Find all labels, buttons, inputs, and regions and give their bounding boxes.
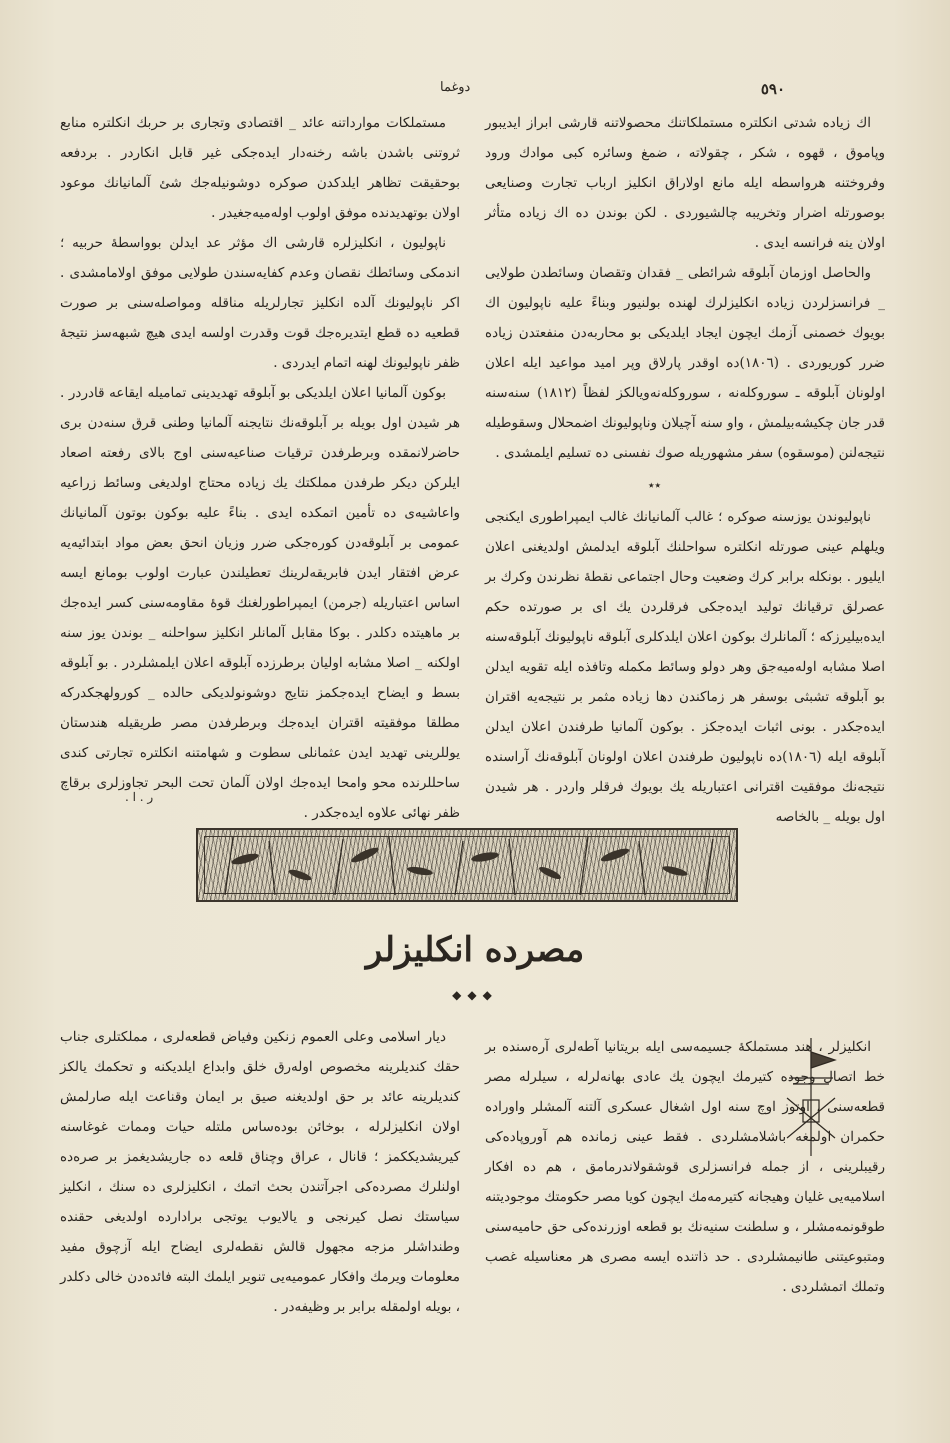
section-title: مصرده انكليزلر [365,930,585,970]
paragraph: ناپوليون ، انكليزلره قارشى اك مؤثر عد ايدلن بوواسطۀ حربيه ؛ اندمكى وسائطك نقصان وعدم كفايه‌سندن طولايى موفق اولامامشدى . اكر ناپوليونك آلده انكليز تجارلريله مناقله ومواصله‌سنى بر صورت قطعيه ده قطع ايتديره‌جك قوت وقدرت اولسه ايدى هيچ شبهه‌سز نتيجۀ ظفر ناپوليونك لهنه اتمام ايدردى . [60,235,460,371]
banner-frame [204,836,730,894]
paragraph: ناپوليوندن يوزسنه صوكره ؛ غالب آلمانيانك غالب ايمپراطورى ايكنجى ويلهلم عينى صورتله انكلتره سواحلنك آبلوقه ايدلمش اولديغنى اعلان ايليور . بونكله برابر كرك وضعيت وحال اجتماعى نقطۀ نظرندن وكرك بر عصرلق ترقيانك توليد ايده‌جكى فرقلردن يك اى بر صورتده حكم ايده‌بيليرزكه ؛ آلمانلرك بوكون اعلان ايلدكلرى آبلوقه ناپوليونك آبلوقه‌سنه اصلا مشابه اوله‌ميه‌جق وهر دولو وسائط مكمله وتافذه ايله تقويه ايدلن بو آبلوقه تشبثى بوسفر هر زماكندن دها زياده مثمر بر نتيجه‌يه اقتران ايده‌جكدر . بونى اثبات ايده‌جكز . بوكون آلمانيا طرفندن اعلان ايدلن آبلوقه ايله (١٨٠٦)ده ناپوليون طرفندن اعلان اولونان آبلوقه‌نك آراسنده نتيجه‌نك موفقيت اقترانى اعتباريله يك بويوك فرقلر واردر . هر شيدن اول بويله _ بالخاصه [485,509,885,825]
running-title: دوغما [440,80,471,95]
paragraph: ديار اسلامى وعلى العموم زنكين وفياض قطعه‌لرى ، مملكتلرى جناب حقك كنديلرينه مخصوص اوله‌رق خلق وابداع ايلديكنه و تحكمك يالكز كنديلرينه عائد بر حق اولديغنه صيق بر ايمان وقناعت ايله صارلمش اولان انكليزلرله ، بوخائن بوده‌ساس ملتله حيات وممات غوغاسنه كيريشديككمز ؛ قانال ، عراق وچناق قلعه ده جاريشديغمز بر صره‌ده اولنلرك مصرده‌كى اجرآتندن بحث اتمك ، انكليزلرى ده سنك ، انكليز سياستك نصل كيرنجى و يالايوب يوتجى برادارده اولديغى حقنده وطنداشلر مزجه مجهول قالش نقطه‌لرى ايضاح ايله آزچوق مفيد معلومات ويرمك وافكار عموميه‌يى تنوير ايلمك البته فائده‌دن خالى دكلدر ، بويله اولمقله برابر بر وظيفه‌در . [60,1029,460,1315]
section-separator-stars: ٭٭ [648,478,662,492]
fish-reeds-illustration [205,837,731,895]
paragraph: مستملكات موارداتنه عائد _ اقتصادى وتجارى بر حربك انكلتره منابع ثروتنى باشدن باشه رخنه‌دار ايده‌جكى غير قابل انكاردر . بردفعه بوحقيقت تظاهر ايلدكدن صوكره دوشونيله‌جك شئ آلمانيانك موعود اولان بوتهديدنده موفق اولوب اوله‌ميه‌جغيدر . [60,115,460,221]
left-column-bottom [60,1022,460,1322]
paragraph: انكليزلر ، هند مستملكۀ جسيمه‌سى ايله بريتانيا آطه‌لرى آره‌سنده بر خط اتصال وجوده كتيرمك ايچون يك عادى بهانه‌لرله ، سيلرله مصر قطعه‌سنى ، اوتوز اوچ سنه اول اشغال عسكرى آلتنه آلمشلر واوراده حكمران اولمغه باشلامشلردى . فقط عينى زمانده هم آوروپاده‌كى رقيبلرينى ، از جمله فرانسزلرى قوشقولاندرمامق ، هم ده افكار اسلاميه‌يى غليان وهيجانه كتيرمه‌مك ايچون كويا مصر حكومتك موجوديتنه طوقونمه‌مشلر ، و سلطنت سنيه‌نك بو قطعه اوزرنده‌كى حق حاميه‌سنى ومتبوعيتنى طانيمشلردى . حد ذاتنده ايسه مصرى هر معناسيله غصب وتملك اتمشلردى . [485,1039,885,1295]
right-column-top [485,108,885,832]
paragraph: اك زياده شدتى انكلتره مستملكاتنك محصولاتنه قارشى ابراز ايديبور وپاموق ، قهوه ، شكر ، چقولاته ، ضمغ وسائره كبى موادك ورود وفروختنه هرواسطه ايله مانع اولاراق انكليز ارباب تجارت وصنايعى بوصورتله اضرار وتخريبه چالشيوردى . لكن بوندن ده اك زياده متأثر اولان ينه فرانسه ايدى . [485,115,885,251]
left-column-top [60,108,460,828]
paragraph: والحاصل اوزمان آبلوقه شرائطى _ فقدان وتقصان وسائطدن طولايى _ فرانسزلردن زياده انكليزلرك لهنده بولنيور وبناءً عليه ناپوليون اك بويوك خصمنى آزمك ايچون ايجاد ايلديكى بو محاربه‌دن منفعتدن زياده ضرر كوريوردى . (١٨٠٦)ده اوقدر پارلاق وپر اميد مواعيد ايله اعلان اولونان آبلوقه ـ سوروكله‌نه ، سوروكله‌نه‌ويالكز لفظاً (١٨١٢) سنه‌سنه قدر جان چكيشه‌بيلمش ، واو سنه آچيلان وناپوليونك اضمحلال وسقوطيله نتيجه‌لنن (موسقوه) سفر مشهوريله صوك نفسنى ده تسليم ايلمشدى . [485,265,885,461]
paragraph: بوكون آلمانيا اعلان ايلديكى بو آبلوقه تهديدينى تماميله ايقاعه قادردر . هر شيدن اول بويله بر آبلوقه‌نك نتايجنه آلمانيا وطنى قرق سنه‌دن برى حاضرلانمقده وبرطرفدن ترقيات صناعيه‌سنى اوج بالاى رفعته اصعاد ايلركن ديكر طرفدن مملكتك يك زياده محتاج اولديغى وسائط زراعيه واعاشيه‌ى ده تأمين اتمكده ايدى . بناءً عليه بوكون بوتون آلمانيانك عمومى بر آبلوقه‌دن كوره‌جكى ضرر وزيان انحق بعض مواد ابتدائيه‌يه عرض افتقار ايدن فابريقه‌لرينك تعطيلندن عبارت اولوب بومانع ايسه اساس اعتباريله (جرمن) ايمپراطورلغنك قوۀ مقاومه‌سنى كسر ايده‌جك بر ماهيتده دكلدر . بوكا مقابل آلمانلر انكليز سواحلنه _ بوندن يوز سنه اولكنه _ اصلا مشابه اوليان برطرزده آبلوقه اعلان ايلمشلردر . بو آبلوقه بسط و ايضاح ايده‌جكمز نتايج دوشونولديكى حالده _ كورولهجكدركه مطلقا موفقيته اقتران ايده‌جك وبرطرفدن مصر طريقيله هندستان يوللرينى تهديد ايدن عثمانلى سطوت و شهامتنه انكلتره تجارتى كندى ساحللرنده محو وامحا ايده‌جك اولان آلمان تحت البحر تجاوزلرى برقاچ ظفر نهائى علاوه ايده‌جكدر . [60,385,460,821]
title-ornament: ◆◆◆ [452,988,498,1002]
page-number: ٥٩٠ [760,80,785,98]
page-header [70,80,870,104]
right-column-bottom [485,1032,885,1302]
author-initials: . ر . ا [125,790,154,804]
decorative-engraving-banner [196,828,738,902]
